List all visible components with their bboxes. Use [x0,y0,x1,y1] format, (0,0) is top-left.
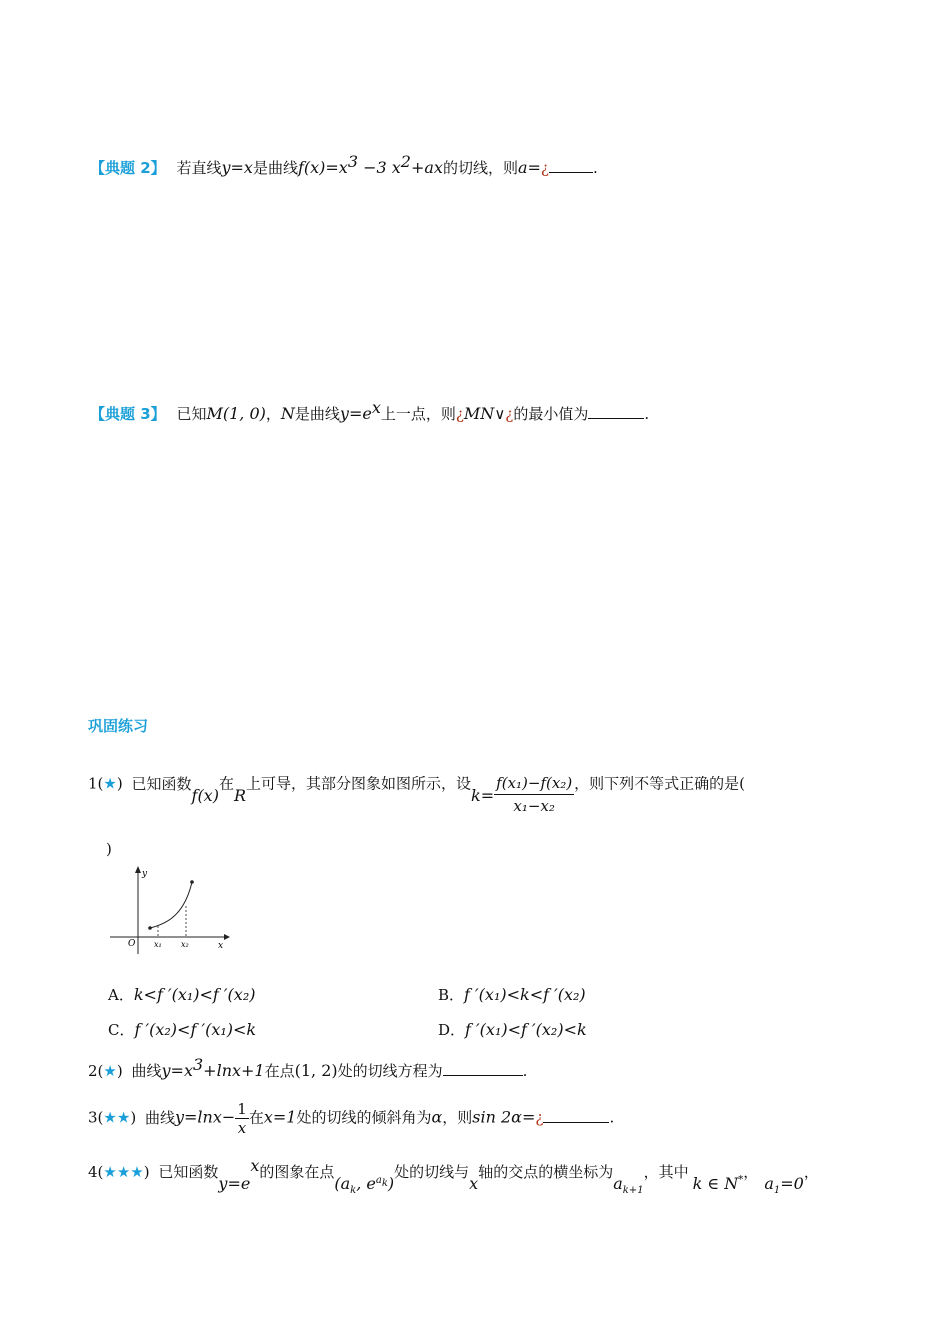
option-label: A． [108,986,134,1004]
period: . [609,1108,615,1127]
set-r: R [233,785,247,805]
option-expr: k<f ′(x₁)<f ′(x₂) [133,985,256,1004]
difficulty-stars: ★ [103,1062,117,1080]
answer-blank[interactable] [443,1061,523,1076]
y-axis-arrow [135,866,141,873]
function-fx: f(x) [191,785,219,805]
question-text: 是曲线 [252,159,298,177]
question-text: ， [265,405,281,423]
question-text: 上可导，其部分图象如图所示，设 [246,774,472,793]
k-expr: k= [471,785,495,805]
option-expr: f ′(x₁)<k<f ′(x₂) [464,985,586,1004]
period: . [644,405,650,423]
question-text: 的最小值为 [513,405,589,423]
point-n: N [280,404,295,423]
question-text: 是曲线 [294,405,340,423]
question-text: 已知函数 [158,1163,219,1181]
answer-blank[interactable] [549,158,593,173]
exponent: 3 [192,1055,204,1074]
option-expr: f ′(x₂)<f ′(x₁)<k [134,1020,257,1039]
subscript-1: 1 [773,1185,781,1197]
curve-expr: y=lnx− [174,1107,236,1127]
paren-close: ) [106,840,112,858]
point-a: (a [334,1174,351,1193]
function-graph [106,866,230,956]
exp-a: a [375,1174,382,1186]
question-tag: 【典题 2】 [90,159,166,177]
question-4 [88,1155,819,1197]
exponent: 2 [400,152,411,171]
question-text: 曲线 [144,1108,175,1127]
question-tag: 【典题 3】 [90,405,166,423]
point-mid: , e [356,1174,376,1193]
point-m: M(1, 0) [206,404,266,423]
question-text: 的图象在点 [259,1163,335,1181]
x-value: x=1 [263,1107,297,1127]
x-label: x [218,941,224,951]
question-number-close: ) [130,1108,137,1127]
placeholder-mark: ¿ [505,405,514,423]
a-next [613,1174,644,1197]
question-text: 在点 [264,1062,295,1080]
alpha: α [431,1107,443,1127]
question-3 [88,1100,614,1137]
point-end: ) [387,1174,395,1193]
question-number: 2( [88,1062,104,1080]
question-text: 处的切线与 [394,1163,470,1181]
exp-a-sub: k [381,1177,388,1189]
curve-start-point [148,926,152,930]
difficulty-stars: ★★★ [103,1163,144,1181]
answer-blank[interactable] [588,404,644,419]
reciprocal-fraction [235,1100,249,1137]
ask-expr: a= [517,158,541,177]
exponent: x [371,398,381,417]
x2-label: x₂ [181,940,189,949]
x-axis-arrow [224,934,230,940]
option-label: C． [108,1021,135,1039]
question-text: 处的切线的倾斜角为 [296,1108,432,1127]
option-label: B． [438,986,465,1004]
period: . [522,1062,528,1080]
question-text: 处的切线方程为 [337,1062,443,1080]
question-text: 在 [248,1108,264,1127]
question-number: 4( [88,1163,104,1181]
curve-expr: y=e [218,1174,251,1193]
a1-expr [764,1174,804,1197]
option-b[interactable] [438,984,586,1005]
fraction-numerator: 1 [237,1100,247,1118]
answer-blank[interactable] [543,1108,609,1123]
question-number: 1( [88,774,104,793]
subscript-k: k [350,1185,357,1197]
question-text: 轴的交点的横坐标为 [478,1163,614,1181]
question-number-close: ) [143,1163,150,1181]
exponent: 3 [347,152,358,171]
question-1 [88,762,746,815]
question-text: ，则 [442,1108,473,1127]
placeholder-mark: ¿ [540,159,549,177]
exponent-a [375,1174,388,1189]
segment-mn: MN [463,404,495,423]
question-dianti3 [90,397,649,425]
origin-label: O [128,939,136,949]
k-domain [693,1174,744,1193]
k-in-n: k ∈ N [692,1174,739,1193]
sin-expr: sin 2α= [472,1107,536,1127]
function-expr-mid: −3 x [358,158,401,177]
option-label: D． [438,1021,466,1039]
x1-label: x₁ [154,940,162,949]
a1-var: a [764,1174,774,1193]
star-superscript: * [738,1174,744,1186]
question-text: ， [743,1163,759,1181]
fraction-numerator: f(x₁)−f(x₂) [494,772,574,795]
function-expr-tail: +ax [410,158,443,177]
question-text: 在 [218,774,234,793]
question-text: 曲线 [131,1062,162,1080]
difficulty-stars: ★★ [103,1108,131,1127]
question-number: 3( [88,1108,104,1127]
section-title: 巩固练习 [88,717,149,735]
curve-end-point [190,880,194,884]
curve-expr: y=e [339,404,372,423]
option-expr: f ′(x₁)<f ′(x₂)<k [465,1020,587,1039]
option-d[interactable] [438,1019,587,1040]
question-text: ， [803,1163,819,1181]
point: (1, 2) [294,1061,338,1080]
point-expr [334,1174,395,1197]
or-symbol: ∨ [494,405,506,423]
a-var: a [613,1174,623,1193]
question-text: 已知 [176,405,207,423]
equation: y=x [221,158,253,177]
question-text: 上一点，则 [380,405,456,423]
period: . [592,159,598,177]
placeholder-mark: ¿ [535,1108,544,1127]
a1-value: =0 [780,1174,804,1193]
question-text: 已知函数 [131,774,192,793]
placeholder-mark: ¿ [455,405,464,423]
x-var: x [469,1174,479,1193]
question-2 [88,1054,527,1082]
question-text: 的切线，则 [442,159,518,177]
question-text: ，则下列不等式正确的是( [574,774,746,793]
fraction-denominator: x [237,1119,247,1137]
difficulty-stars: ★ [103,774,117,793]
question-number-close: ) [116,1062,123,1080]
function-curve [150,882,192,928]
subscript-next: k+1 [622,1185,644,1197]
function-expr: f(x)=x [297,158,348,177]
exponent: x [250,1156,260,1175]
question-number-close: ) [116,774,123,793]
y-label: y [142,869,148,879]
option-a[interactable] [108,984,255,1005]
question-text: 若直线 [176,159,222,177]
question-dianti2 [90,151,598,179]
curve-expr-tail: +lnx+1 [203,1061,265,1080]
slope-fraction [494,772,574,817]
question-text: ，其中 [643,1163,689,1181]
option-c[interactable] [108,1019,256,1040]
fraction-denominator: x₁−x₂ [513,797,555,815]
curve-expr: y=x [161,1061,193,1080]
